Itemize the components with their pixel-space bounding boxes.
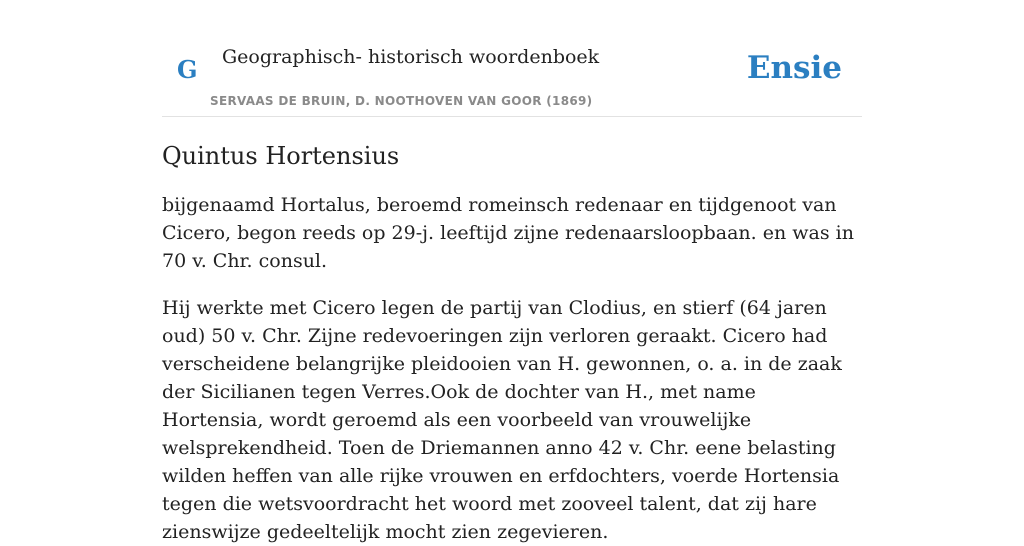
book-title-link[interactable]: Geographisch- historisch woordenboek	[222, 46, 600, 68]
entry-paragraph: bijgenaamd Hortalus, beroemd romeinsch redenaar en tijdgenoot van Cicero, begon reeds op 29-j. leeftijd zijne redenaarsloopbaan. en was in 70 v. Chr. consul.	[162, 194, 854, 272]
entry-paragraph: Hij werkte met Cicero legen de partij van Clodius, en stierf (64 jaren oud) 50 v. Chr. Zijne redevoeringen zijn verloren geraakt. Cicero had verscheidene belangrijke pleidooien van H. gewonnen, o. a. in de zaak der Sicilianen tegen Verres.Ook de dochter van H., met name Hortensia, wordt geroemd als een voorbeeld van vrouwelijke welsprekendheid. Toen de Driemannen anno 42 v. Chr. eene belasting wilden heffen van alle rijke vrouwen en erfdochters, voerde Hortensia tegen die wetsvoordracht het woord met zooveel talent, dat zij hare zienswijze gedeeltelijk mocht zien zegevieren.	[162, 297, 842, 543]
book-logo-icon[interactable]: G	[177, 55, 198, 84]
book-author: SERVAAS DE BRUIN, D. NOOTHOVEN VAN GOOR (1869)	[210, 94, 593, 108]
site-logo[interactable]: Ensie	[746, 50, 842, 86]
entry-title: Quintus Hortensius	[162, 142, 400, 170]
header	[162, 0, 862, 117]
page	[162, 0, 862, 546]
entry-body	[162, 191, 862, 546]
